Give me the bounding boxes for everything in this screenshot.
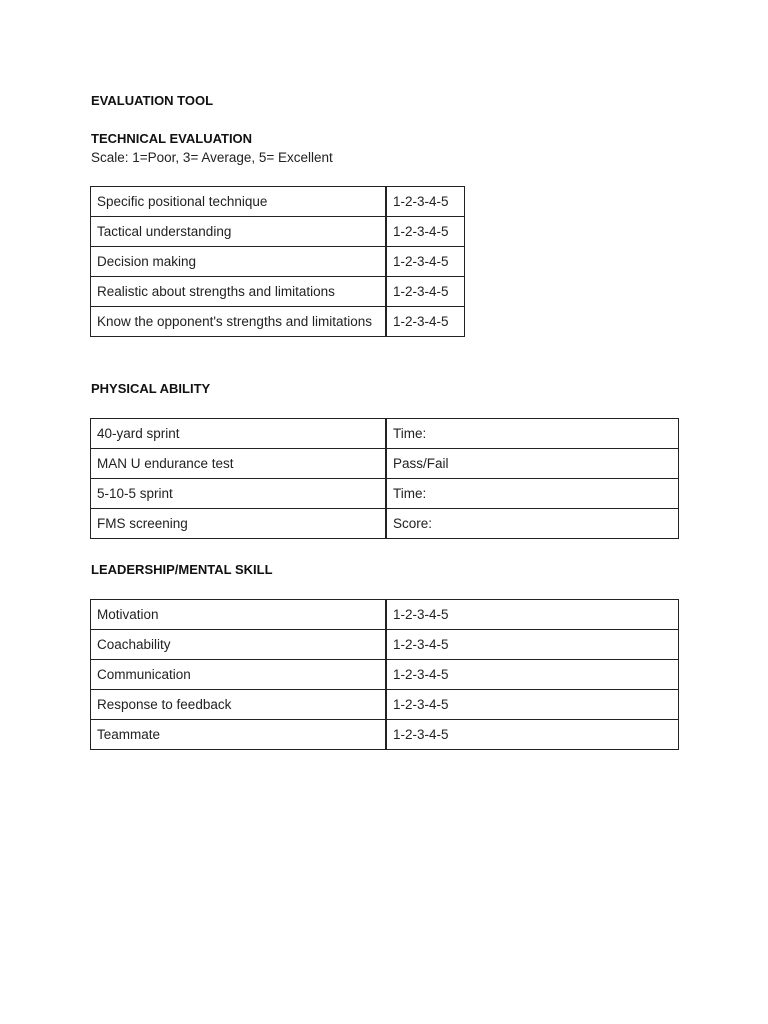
- table-row: [91, 660, 679, 690]
- table-row: [91, 277, 465, 307]
- table-row: [91, 217, 465, 247]
- test-label: FMS screening: [91, 509, 387, 539]
- rating-scale: 1-2-3-4-5: [386, 660, 679, 690]
- rating-scale: 1-2-3-4-5: [386, 720, 679, 750]
- test-result-field: Time:: [386, 479, 679, 509]
- table-row: [91, 479, 679, 509]
- table-row: [91, 187, 465, 217]
- rating-scale: 1-2-3-4-5: [386, 277, 465, 307]
- rating-scale: 1-2-3-4-5: [386, 307, 465, 337]
- scale-note: Scale: 1=Poor, 3= Average, 5= Excellent: [91, 150, 333, 165]
- criterion-label: Tactical understanding: [91, 217, 387, 247]
- document-title: EVALUATION TOOL: [91, 93, 214, 108]
- technical-evaluation-heading: TECHNICAL EVALUATION: [91, 131, 253, 146]
- skill-label: Teammate: [91, 720, 387, 750]
- test-result-field: Score:: [386, 509, 679, 539]
- table-row: [91, 247, 465, 277]
- rating-scale: 1-2-3-4-5: [386, 690, 679, 720]
- criterion-label: Specific positional technique: [91, 187, 387, 217]
- test-label: 40-yard sprint: [91, 419, 387, 449]
- skill-label: Communication: [91, 660, 387, 690]
- leadership-mental-skill-table: [90, 599, 679, 750]
- test-result-field: Time:: [386, 419, 679, 449]
- skill-label: Coachability: [91, 630, 387, 660]
- test-result-field: Pass/Fail: [386, 449, 679, 479]
- table-row: [91, 720, 679, 750]
- physical-ability-table: [90, 418, 679, 539]
- rating-scale: 1-2-3-4-5: [386, 600, 679, 630]
- criterion-label: Decision making: [91, 247, 387, 277]
- rating-scale: 1-2-3-4-5: [386, 187, 465, 217]
- table-row: [91, 307, 465, 337]
- technical-evaluation-table: [90, 186, 465, 337]
- test-label: MAN U endurance test: [91, 449, 387, 479]
- test-label: 5-10-5 sprint: [91, 479, 387, 509]
- table-row: [91, 509, 679, 539]
- rating-scale: 1-2-3-4-5: [386, 630, 679, 660]
- skill-label: Motivation: [91, 600, 387, 630]
- table-row: [91, 690, 679, 720]
- rating-scale: 1-2-3-4-5: [386, 247, 465, 277]
- table-row: [91, 600, 679, 630]
- table-row: [91, 419, 679, 449]
- rating-scale: 1-2-3-4-5: [386, 217, 465, 247]
- criterion-label: Know the opponent's strengths and limitations: [91, 307, 387, 337]
- table-row: [91, 630, 679, 660]
- table-row: [91, 449, 679, 479]
- skill-label: Response to feedback: [91, 690, 387, 720]
- leadership-mental-skill-heading: LEADERSHIP/MENTAL SKILL: [91, 562, 273, 577]
- criterion-label: Realistic about strengths and limitations: [91, 277, 387, 307]
- physical-ability-heading: PHYSICAL ABILITY: [91, 381, 211, 396]
